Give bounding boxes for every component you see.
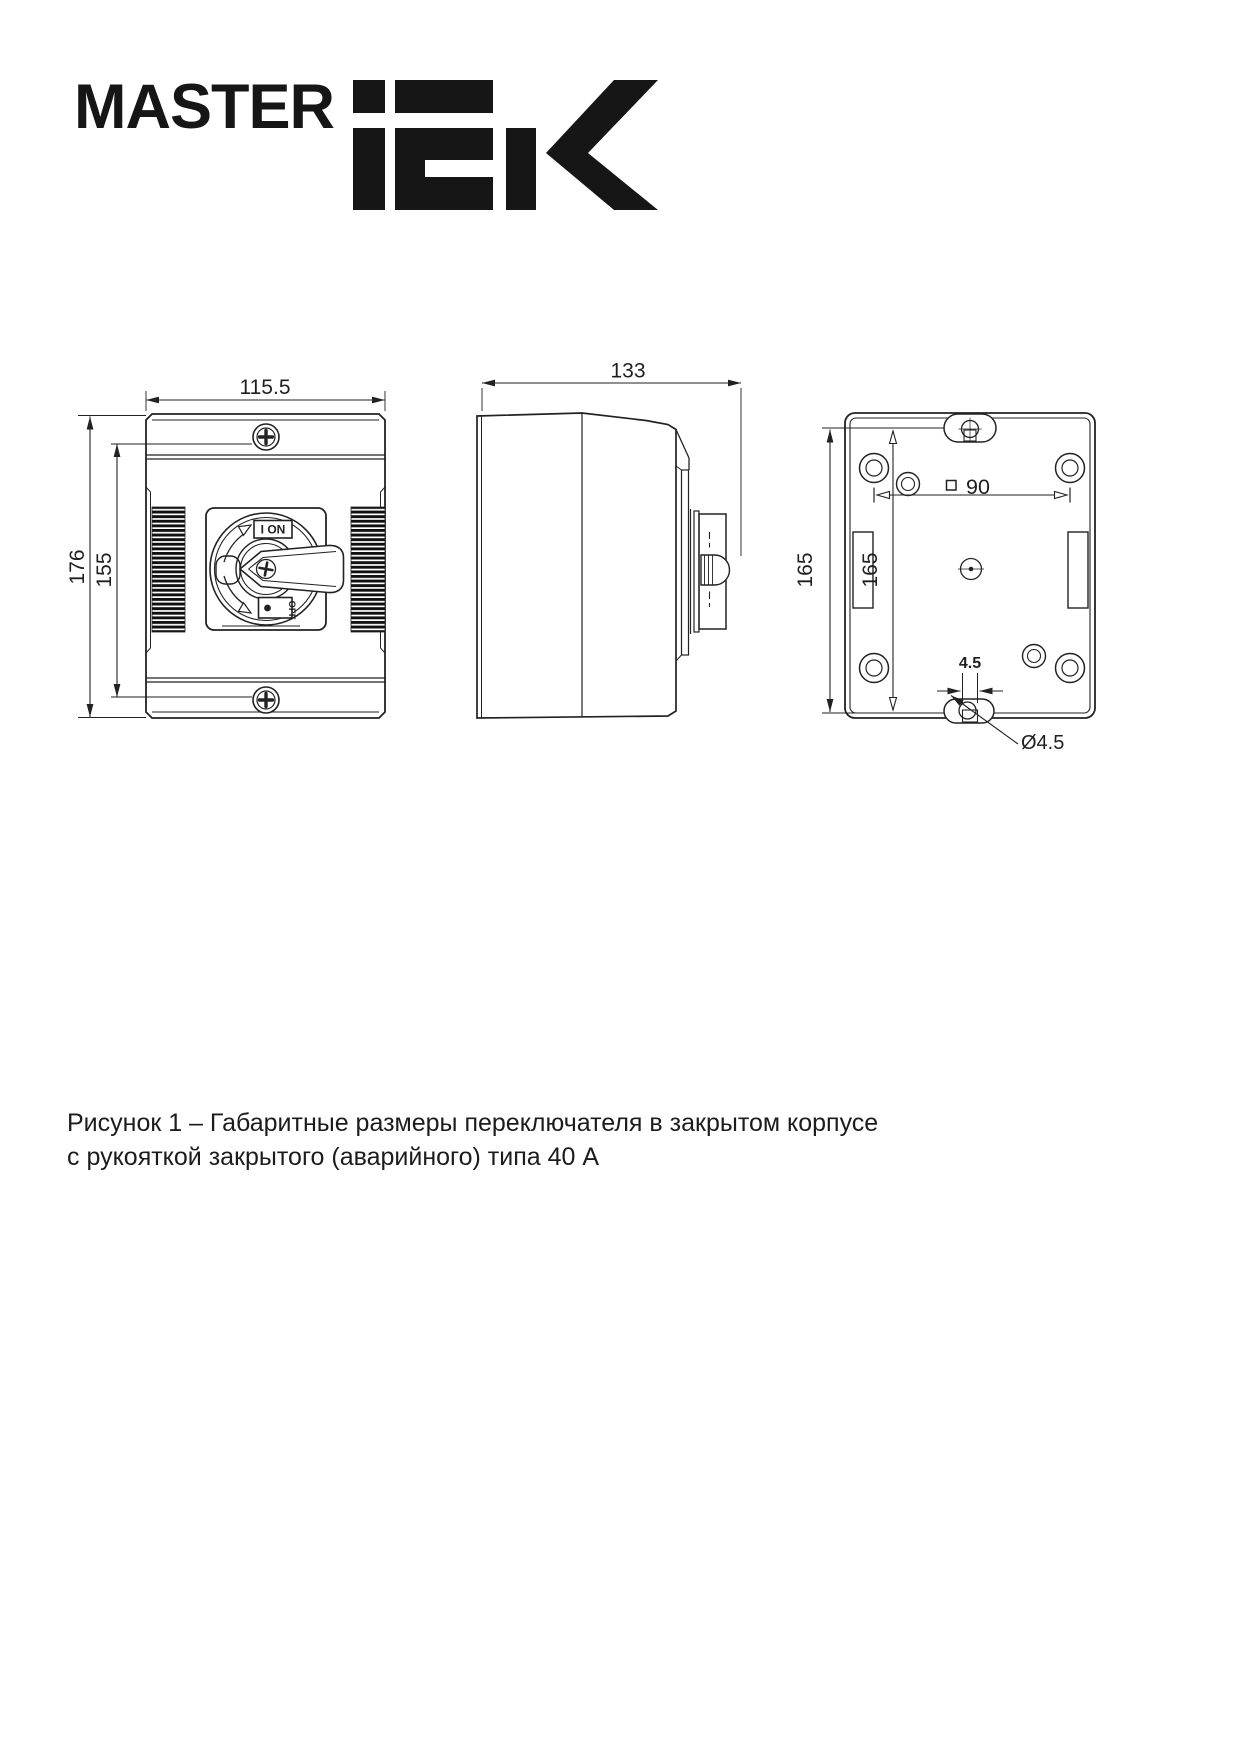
front-height-dim: 176 [66,549,89,585]
rear-square-dim: 90 [966,475,990,499]
side-view-drawing [477,360,741,719]
rotate-to-off-arrow-icon [239,603,252,613]
rear-slot-width-dim: 4.5 [958,655,982,672]
front-right-grip-ribs [351,507,385,632]
front-left-grip-ribs [152,507,185,632]
rear-enclosure-outline [845,413,1095,718]
rear-height-inner-dim: 165 [859,552,882,588]
figure-caption [67,1106,878,1174]
rear-top-keyhole [944,414,996,442]
side-enclosure-outline [477,413,676,718]
front-screw-spacing-dim: 155 [93,552,116,588]
off-label: OFF [286,600,297,620]
front-view-drawing [66,376,385,718]
figure-caption-line2: с рукояткой закрытого (аварийного) типа 40 А [67,1143,600,1171]
rear-bottom-keyhole [944,699,994,723]
rear-hole-diameter-dim: Ø4.5 [1021,732,1065,754]
master-logo-text: MASTER [74,72,334,142]
side-handle-knob [701,555,730,585]
rear-right-slot [1068,532,1088,608]
figure-caption-line1: Рисунок 1 – Габаритные размеры переключателя в закрытом корпусе [67,1109,879,1137]
rotate-to-on-arrow-icon [239,525,252,535]
on-label: I ON [260,522,286,537]
off-dot-icon [264,605,271,612]
rear-center-mark [958,559,984,580]
front-width-dim: 115.5 [239,376,291,399]
rear-view-drawing [794,413,1095,754]
rear-height-outer-dim: 165 [794,552,817,588]
square-symbol-icon [947,481,957,491]
side-depth-dim: 133 [610,359,646,383]
side-mounting-flange [682,470,689,655]
